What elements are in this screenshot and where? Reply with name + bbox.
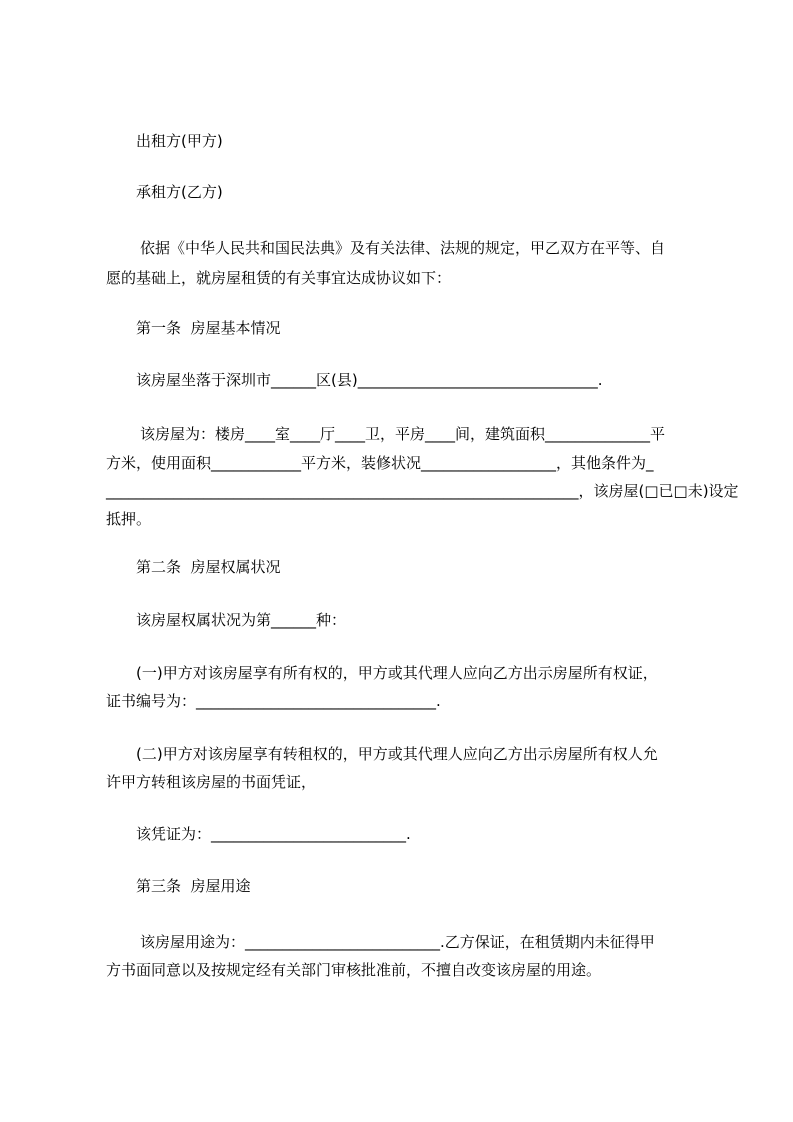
details-line-4: 抵押。 bbox=[106, 510, 152, 528]
item2-line-1: (二)甲方对该房屋享有转租权的，甲方或其代理人应向乙方出示房屋所有权人允 bbox=[136, 745, 658, 763]
article2-title: 第二条 房屋权属状况 bbox=[136, 558, 281, 576]
item1-line-2: 证书编号为：________________________________. bbox=[106, 692, 441, 710]
usage-line-1: 该房屋用途为：__________________________.乙方保证，在租赁期内未征得甲 bbox=[140, 933, 655, 951]
lessor-line: 出租方(甲方) bbox=[136, 132, 223, 150]
usage-line-2: 方书面同意以及按规定经有关部门审核批准前，不擅自改变该房屋的用途。 bbox=[106, 961, 602, 979]
certificate-line: 该凭证为：__________________________. bbox=[136, 825, 411, 843]
location-line: 该房屋坐落于深圳市______区(县)________________________________. bbox=[136, 371, 603, 389]
status-line: 该房屋权属状况为第______种： bbox=[136, 611, 347, 629]
lessee-line: 承租方(乙方) bbox=[136, 183, 223, 201]
intro-line-1: 依据《中华人民共和国民法典》及有关法律、法规的规定，甲乙双方在平等、自 bbox=[140, 239, 666, 257]
item1-line-1: (一)甲方对该房屋享有所有权的，甲方或其代理人应向乙方出示房屋所有权证， bbox=[136, 664, 658, 682]
details-line-2: 方米，使用面积____________平方米，装修状况__________________，其他条件为_ bbox=[106, 454, 654, 472]
article3-title: 第三条 房屋用途 bbox=[136, 877, 251, 895]
details-line-1: 该房屋为：楼房____室____厅____卫，平房____间，建筑面积______________平 bbox=[140, 425, 666, 443]
item2-line-2: 许甲方转租该房屋的书面凭证， bbox=[106, 773, 317, 791]
article1-title: 第一条 房屋基本情况 bbox=[136, 319, 281, 337]
details-line-3: _______________________________________________________________，该房屋(□已□未)设定 bbox=[106, 482, 739, 500]
intro-line-2: 愿的基础上，就房屋租赁的有关事宜达成协议如下： bbox=[106, 269, 452, 287]
